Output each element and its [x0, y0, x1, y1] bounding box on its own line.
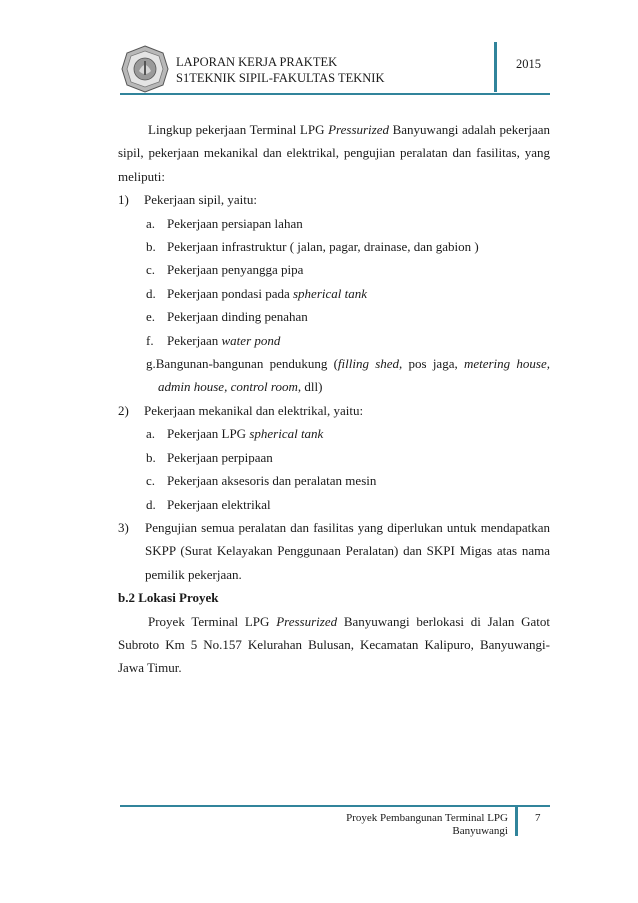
list-item-2 — [118, 399, 550, 422]
list-item-label: Pekerjaan sipil, yaitu: — [144, 192, 258, 208]
header-year: 2015 — [516, 57, 541, 71]
university-seal-icon — [120, 44, 170, 94]
list-item-1 — [118, 188, 550, 211]
sublist-item: a. Pekerjaan persiapan lahan — [146, 215, 303, 231]
sublist-item: a. Pekerjaan LPG spherical tank — [146, 426, 324, 442]
list-number: 1) — [118, 192, 129, 208]
sublist-item: f. Pekerjaan water pond — [146, 332, 281, 348]
section-heading: b.2 Lokasi Proyek — [118, 590, 219, 606]
sublist-item: d. Pekerjaan pondasi pada spherical tank — [146, 285, 367, 301]
list-item-3 — [118, 516, 550, 586]
header-title — [176, 54, 385, 86]
list-item-text-line1: Pengujian semua peralatan dan fasilitas yang diperlukan untuk mendapatkan — [145, 519, 550, 535]
footer-line1: Proyek Pembangunan Terminal LPG — [346, 812, 508, 824]
document-body — [118, 118, 550, 680]
list-item-text-line2: SKPP (Surat Kelayakan Penggunaan Peralatan) dan SKPI Migas atas nama pemilik pekerjaan. — [145, 543, 550, 582]
sublist-item: b. Pekerjaan infrastruktur ( jalan, pagar, drainase, dan gabion ) — [146, 239, 479, 255]
footer-text — [346, 812, 508, 838]
sublist-item: c. Pekerjaan aksesoris dan peralatan mesin — [146, 473, 377, 489]
list-number: 2) — [118, 402, 129, 418]
footer-rule — [120, 805, 550, 807]
page-number: 7 — [535, 812, 541, 824]
footer-divider — [515, 806, 518, 836]
sublist-item: c. Pekerjaan penyangga pipa — [146, 262, 304, 278]
header-divider — [494, 42, 497, 92]
list-item-label: Pekerjaan mekanikal dan elektrikal, yaitu: — [144, 402, 364, 418]
header-title-line2: S1TEKNIK SIPIL-FAKULTAS TEKNIK — [176, 71, 385, 85]
location-paragraph: Proyek Terminal LPG Pressurized Banyuwangi berlokasi di Jalan Gatot Subroto Km 5 No.157 Kelurahan Bulusan, Kecamatan Kalipuro, Banyuwangi-Jawa Timur. — [118, 613, 550, 676]
sublist-item: g.Bangunan-bangunan pendukung (filling shed, pos jaga, metering house, admin house, control room, dll) — [146, 356, 550, 395]
header-rule — [120, 93, 550, 95]
sublist-item: b. Pekerjaan perpipaan — [146, 449, 273, 465]
list-number: 3) — [118, 519, 129, 535]
header-title-line1: LAPORAN KERJA PRAKTEK — [176, 55, 338, 69]
footer-line2: Banyuwangi — [452, 825, 508, 837]
intro-paragraph: Lingkup pekerjaan Terminal LPG Pressurized Banyuwangi adalah pekerjaan sipil, pekerjaan mekanikal dan elektrikal, pengujian peralatan dan fasilitas, yang meliputi: — [118, 122, 550, 184]
sublist-item: e. Pekerjaan dinding penahan — [146, 309, 308, 325]
sublist-item: d. Pekerjaan elektrikal — [146, 496, 271, 512]
